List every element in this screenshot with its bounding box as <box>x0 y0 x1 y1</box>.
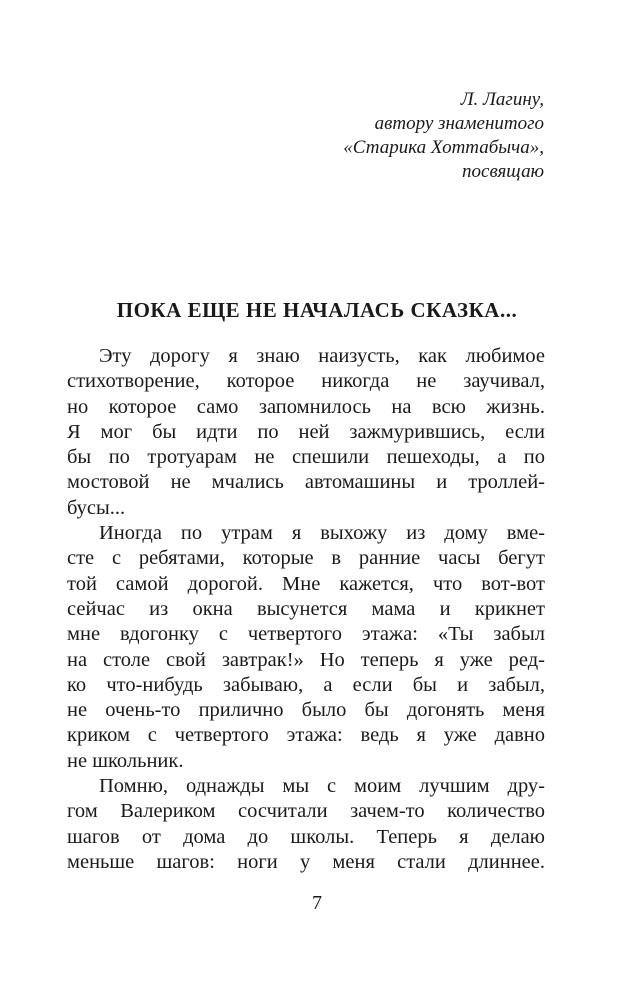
text-line: Эту дорогу я знаю наизусть, как любимое <box>99 345 545 367</box>
text-line: не очень-то прилично было бы догонять меня <box>67 699 545 722</box>
text-line: сейчас из окна высунется мама и крикнет <box>67 597 545 620</box>
chapter-title: ПОКА ЕЩЕ НЕ НАЧАЛАСЬ СКАЗКА... <box>116 298 518 322</box>
text-line: стихотворение, которое никогда не заучивал, <box>67 370 545 393</box>
epigraph-line: «Старика Хоттабыча», <box>343 137 544 158</box>
text-line: мостовой не мчались автомашины и троллей- <box>67 471 545 494</box>
text-line: ко что-нибудь забываю, а если бы и забыл, <box>67 673 545 696</box>
text-line: Помню, однажды мы с моим лучшим дру- <box>99 775 545 798</box>
text-line: Иногда по утрам я выхожу из дому вме- <box>99 522 545 545</box>
text-line: гом Валериком сосчитали зачем-то количество <box>67 800 545 823</box>
text-line: меньше шагов: ноги у меня стали длиннее. <box>67 850 545 873</box>
body-text <box>67 344 545 875</box>
text-line: криком с четвертого этажа: ведь я уже давно <box>67 724 545 747</box>
text-line: мне вдогонку с четвертого этажа: «Ты забыл <box>67 623 545 646</box>
text-line: Я мог бы идти по ней зажмурившись, если <box>67 420 545 443</box>
text-line: шагов от дома до школы. Теперь я делаю <box>67 825 545 848</box>
epigraph <box>343 88 544 184</box>
page-number: 7 <box>312 892 322 914</box>
text-line: бусы... <box>67 496 126 519</box>
epigraph-line: Л. Лагину, <box>460 89 544 110</box>
text-line: бы по тротуарам не спешили пешеходы, а по <box>67 446 545 469</box>
text-line: не школьник. <box>67 749 184 772</box>
epigraph-line: автору знаменитого <box>374 113 544 134</box>
text-line: на столе свой завтрак!» Но теперь я уже ред- <box>67 648 545 671</box>
text-line: сте с ребятами, которые в ранние часы бегут <box>67 547 545 570</box>
epigraph-line: посвящаю <box>462 161 544 182</box>
text-line: той самой дорогой. Мне кажется, что вот-вот <box>67 572 545 595</box>
text-line: но которое само запомнилось на всю жизнь. <box>67 395 545 418</box>
